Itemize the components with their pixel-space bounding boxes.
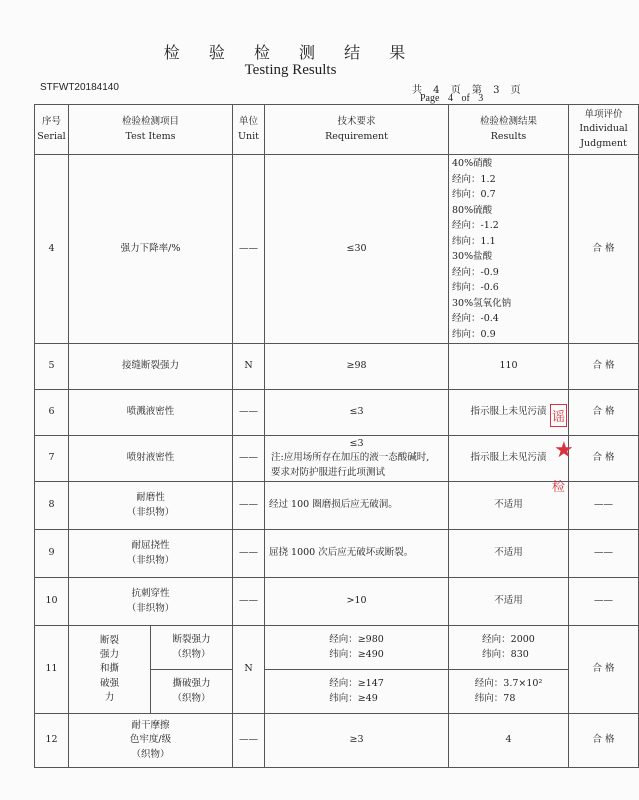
judgment-cell: 合 格 bbox=[569, 714, 639, 768]
results-cell: 不适用 bbox=[449, 482, 569, 530]
results-cell: 40%硝酸 经向：1.2 纬向：0.7 80%硫酸 经向：-1.2 纬向：1.1 30%盐酸 经向：-0.9 纬向：-0.6 30%氢氧化钠 经向：-0.4 纬向：0.9 bbox=[449, 155, 569, 344]
serial-cell: 4 bbox=[35, 155, 69, 344]
unit-cell: —— bbox=[233, 436, 265, 482]
page-title: 检 验 检 测 结 果 bbox=[163, 43, 418, 62]
report-number: STFWT20184140 bbox=[40, 82, 119, 93]
results-cell: 指示服上未见污渍 bbox=[449, 436, 569, 482]
unit-cell: —— bbox=[233, 530, 265, 578]
unit-cell: —— bbox=[233, 482, 265, 530]
item-cell: 喷射液密性 bbox=[69, 436, 233, 482]
table-row bbox=[35, 714, 639, 768]
unit-cell: —— bbox=[233, 155, 265, 344]
item-cell: 强力下降率/% bbox=[69, 155, 233, 344]
header-requirement: 技术要求 Requirement bbox=[265, 105, 449, 155]
unit-cell: N bbox=[233, 626, 265, 714]
item-cell: 抗刺穿性 （非织物） bbox=[69, 578, 233, 626]
requirement-cell: ≥3 bbox=[265, 714, 449, 768]
serial-cell: 10 bbox=[35, 578, 69, 626]
page-title-en: Testing Results bbox=[244, 62, 337, 78]
serial-cell: 7 bbox=[35, 436, 69, 482]
item-cell: 喷溅液密性 bbox=[69, 390, 233, 436]
item-cell: 耐干摩擦 色牢度/级 （织物） bbox=[69, 714, 233, 768]
unit-cell: —— bbox=[233, 714, 265, 768]
table-row bbox=[35, 155, 639, 344]
requirement-cell: ≤30 bbox=[265, 155, 449, 344]
judgment-cell: 合 格 bbox=[569, 344, 639, 390]
page-indicator-en: Page 4 of 3 bbox=[420, 93, 484, 104]
item-cell: 断裂强力 （织物） bbox=[151, 626, 233, 670]
judgment-cell: 合 格 bbox=[569, 436, 639, 482]
serial-cell: 12 bbox=[35, 714, 69, 768]
header-unit: 单位 Unit bbox=[233, 105, 265, 155]
requirement-cell: 经向：≥147 纬向：≥49 bbox=[265, 670, 449, 714]
serial-cell: 9 bbox=[35, 530, 69, 578]
results-cell: 指示服上未见污渍 bbox=[449, 390, 569, 436]
header-serial: 序号 Serial bbox=[35, 105, 69, 155]
table-row bbox=[35, 530, 639, 578]
judgment-cell: —— bbox=[569, 578, 639, 626]
judgment-cell: 合 格 bbox=[569, 390, 639, 436]
header-item: 检验检测项目 Test Items bbox=[69, 105, 233, 155]
page-indicator-cn: 共 4 页 第 3 页 bbox=[412, 85, 525, 96]
unit-cell: —— bbox=[233, 390, 265, 436]
serial-cell: 8 bbox=[35, 482, 69, 530]
item-group-cell: 断裂 强力 和撕 破强 力 bbox=[69, 626, 151, 714]
serial-cell: 6 bbox=[35, 390, 69, 436]
unit-cell: —— bbox=[233, 578, 265, 626]
header-results: 检验检测结果 Results bbox=[449, 105, 569, 155]
seal-star-icon: ★ bbox=[554, 438, 574, 463]
table-header-row bbox=[35, 105, 639, 155]
results-cell: 经向：2000 纬向：830 bbox=[449, 626, 569, 670]
table-row bbox=[35, 626, 639, 670]
item-cell: 接缝断裂强力 bbox=[69, 344, 233, 390]
results-cell: 110 bbox=[449, 344, 569, 390]
results-cell: 不适用 bbox=[449, 530, 569, 578]
requirement-cell: 经向：≥980 纬向：≥490 bbox=[265, 626, 449, 670]
header-judgment: 单项评价 Individual Judgment bbox=[569, 105, 639, 155]
table-row bbox=[35, 344, 639, 390]
red-seal-stamp bbox=[548, 400, 578, 508]
item-cell: 耐屈挠性 （非织物） bbox=[69, 530, 233, 578]
results-cell: 不适用 bbox=[449, 578, 569, 626]
results-cell: 经向：3.7×10² 纬向：78 bbox=[449, 670, 569, 714]
judgment-cell: 合 格 bbox=[569, 155, 639, 344]
requirement-cell: ≥98 bbox=[265, 344, 449, 390]
item-cell: 耐磨性 （非织物） bbox=[69, 482, 233, 530]
requirement-cell: ≤3 bbox=[265, 390, 449, 436]
serial-cell: 5 bbox=[35, 344, 69, 390]
requirement-cell: 经过 100 圈磨损后应无破洞。 bbox=[265, 482, 449, 530]
judgment-cell: 合 格 bbox=[569, 626, 639, 714]
judgment-cell: —— bbox=[569, 482, 639, 530]
table-row bbox=[35, 578, 639, 626]
results-cell: 4 bbox=[449, 714, 569, 768]
requirement-cell: ≤3 注:应用场所存在加压的液一态酸碱时, 要求对防护服进行此项测试 bbox=[265, 436, 449, 482]
requirement-cell: 屈挠 1000 次后应无破坏或断裂。 bbox=[265, 530, 449, 578]
seal-char: 检 bbox=[552, 480, 566, 495]
judgment-cell: —— bbox=[569, 530, 639, 578]
seal-char: 谣 bbox=[550, 404, 567, 427]
item-cell: 撕破强力 （织物） bbox=[151, 670, 233, 714]
unit-cell: N bbox=[233, 344, 265, 390]
serial-cell: 11 bbox=[35, 626, 69, 714]
requirement-cell: >10 bbox=[265, 578, 449, 626]
